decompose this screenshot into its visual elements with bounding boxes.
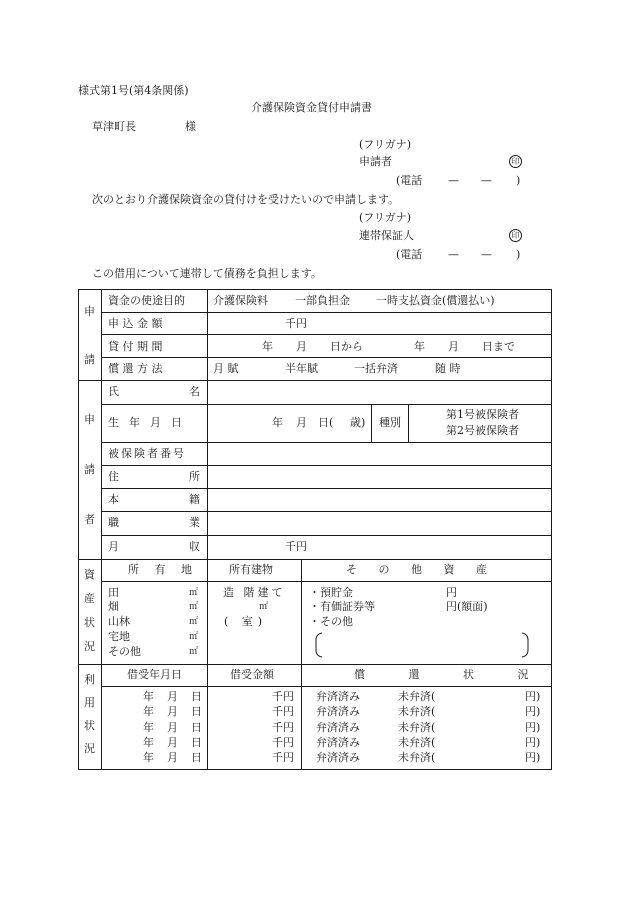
usage-row-amount-unit: 千円 [272,690,294,703]
usage-status-header: 償 還 状 況 [354,668,549,681]
usage-row-day: 日 [191,736,202,749]
usage-row-paid[interactable]: 弁済済み [316,751,360,764]
type-option-secondary[interactable]: 第2号被保険者 [446,424,519,437]
period-from-day: 日から [330,340,363,353]
address-label: 住所 [108,470,270,483]
section-assets-char-3: 状 [84,616,95,629]
usage-date-header: 借受年月日 [127,668,182,681]
period-label: 貸 付 期 間 [108,340,163,353]
usage-row-month: 月 [167,736,178,749]
section-assets-char-4: 況 [84,640,95,653]
other-asset-savings: ・預貯金 [309,586,353,599]
applicant-label: 申請者 [359,155,392,168]
usage-row-unit: 円) [525,736,541,749]
usage-row-unit: 円) [525,705,541,718]
birth-year: 年 [272,416,283,429]
other-asset-securities: ・有価証券等 [309,600,375,613]
request-sentence: 次のとおり介護保険資金の貸付けを受けたいので申請します。 [92,193,400,206]
building-header: 所有建物 [229,563,273,576]
birth-age: 歳) [350,416,366,429]
land-item-residential-unit: ㎡ [189,632,199,642]
guarantor-furigana: (フリガナ) [359,211,412,224]
usage-row-unpaid[interactable]: 未弁済( [398,751,436,764]
domicile-input[interactable] [210,491,548,509]
usage-row-unpaid[interactable]: 未弁済( [398,705,436,718]
land-item-forest-unit: ㎡ [189,617,199,627]
section-usage-char-4: 況 [84,742,95,755]
section-usage-char-1: 利 [84,673,95,686]
usage-row-year: 年 [143,736,154,749]
birth-month: 月 [296,416,307,429]
guarantor-phone-close: ) [516,248,521,261]
usage-row-amount-unit: 千円 [272,751,294,764]
usage-row-day: 日 [191,690,202,703]
usage-row-year: 年 [143,721,154,734]
section-usage-char-2: 用 [84,696,95,709]
amount-unit: 千円 [285,317,307,330]
usage-row-year: 年 [143,705,154,718]
period-from-month: 月 [296,340,307,353]
repay-option-lump-sum[interactable]: 一括弁済 [354,362,398,375]
section-assets-char-2: 産 [84,592,95,605]
amount-input[interactable] [210,314,280,332]
land-item-other-unit: ㎡ [189,647,199,657]
period-from-year: 年 [262,340,273,353]
usage-row-year: 年 [143,690,154,703]
usage-row-month: 月 [167,705,178,718]
building-rooms: ( 室) [224,615,268,628]
land-item-rice-field: 田 [108,586,119,599]
form-title: 介護保険資金貸付申請書 [251,101,372,114]
building-area-unit: ㎡ [259,602,269,612]
other-asset-other: ・その他 [309,615,353,628]
other-assets-header: そ の 他 資 産 [346,563,496,576]
other-asset-savings-unit: 円 [446,586,457,599]
other-asset-securities-unit: 円(額面) [446,600,488,613]
usage-row-year: 年 [143,751,154,764]
repay-label: 償 還 方 法 [108,362,163,375]
purpose-label: 資金の使途目的 [108,294,185,307]
purpose-option-temporary[interactable]: 一時支払資金(償還払い) [376,294,495,307]
section-usage-char-3: 状 [84,719,95,732]
type-label: 種別 [379,416,401,429]
usage-row-amount-unit: 千円 [272,705,294,718]
section-applicant-char-1: 申 [84,413,95,426]
land-item-rice-field-unit: ㎡ [189,588,199,598]
land-item-forest: 山林 [108,615,130,628]
usage-row-month: 月 [167,751,178,764]
usage-row-unpaid[interactable]: 未弁済( [398,690,436,703]
usage-row-month: 月 [167,690,178,703]
usage-row-day: 日 [191,721,202,734]
guarantor-phone-dash-1: — [448,248,459,261]
usage-row-unit: 円) [525,690,541,703]
repay-option-monthly[interactable]: 月 賦 [213,362,239,375]
type-option-primary[interactable]: 第1号被保険者 [446,408,519,421]
income-label: 月収 [108,540,270,553]
usage-row-unit: 円) [525,721,541,734]
other-assets-right-bracket [522,633,528,657]
guarantor-label: 連帯保証人 [359,229,414,242]
usage-row-amount-unit: 千円 [272,736,294,749]
insured-number-input[interactable] [210,445,548,463]
period-to-month: 月 [448,340,459,353]
period-to-day: 日まで [482,340,515,353]
addressee: 草津町長 [92,120,136,133]
usage-row-day: 日 [191,705,202,718]
usage-row-paid[interactable]: 弁済済み [316,690,360,703]
usage-row-unpaid[interactable]: 未弁済( [398,736,436,749]
section-assets-char-1: 資 [84,568,95,581]
name-input[interactable] [210,383,548,402]
guarantor-phone-dash-2: — [481,248,492,261]
section-application-char-1: 申 [84,305,95,318]
insured-number-label: 被保険者番号 [108,447,186,460]
purpose-option-premium[interactable]: 介護保険料 [213,294,268,307]
section-applicant-char-2: 請 [84,463,95,476]
other-assets-left-bracket [316,633,322,657]
land-item-upland-field: 畑 [108,600,119,613]
usage-amount-header: 借受金額 [230,668,274,681]
name-label-text: 氏名 [108,385,270,398]
period-to-year: 年 [414,340,425,353]
birth-label: 生年月日 [108,416,192,429]
usage-row-month: 月 [167,721,178,734]
guarantor-phone-label: (電話 [396,248,423,261]
land-item-other: その他 [108,645,141,658]
building-structure: 造 階建て [223,586,286,599]
usage-row-day: 日 [191,751,202,764]
usage-row-unpaid[interactable]: 未弁済( [398,721,436,734]
repay-option-anytime[interactable]: 随 時 [435,362,461,375]
repay-option-semiannual[interactable]: 半年賦 [285,362,318,375]
amount-label: 申 込 金 額 [108,317,163,330]
land-item-upland-field-unit: ㎡ [189,602,199,612]
guarantee-sentence: この借用について連帯して債務を負担します。 [92,267,322,280]
section-application-char-2: 請 [84,353,95,366]
usage-row-unit: 円) [525,751,541,764]
usage-row-paid[interactable]: 弁済済み [316,736,360,749]
land-item-residential: 宅地 [108,630,130,643]
applicant-phone-label: (電話 [396,174,423,187]
address-input[interactable] [210,468,548,486]
usage-row-paid[interactable]: 弁済済み [316,705,360,718]
income-unit: 千円 [285,540,307,553]
usage-row-amount-unit: 千円 [272,721,294,734]
honorific: 様 [185,120,196,133]
form-number: 様式第1号(第4条関係) [78,84,189,97]
occupation-input[interactable] [210,514,548,533]
birth-day: 日( [318,416,334,429]
purpose-option-copay[interactable]: 一部負担金 [295,294,350,307]
occupation-label: 職業 [108,516,270,529]
domicile-label: 本籍 [108,493,270,506]
section-applicant-char-3: 者 [84,513,95,526]
applicant-phone-dash-2: — [481,174,492,187]
applicant-phone-close: ) [516,174,521,187]
land-header: 所 有 地 [128,563,198,576]
applicant-phone-dash-1: — [448,174,459,187]
usage-row-paid[interactable]: 弁済済み [316,721,360,734]
applicant-furigana: (フリガナ) [359,138,412,151]
applicant-seal-mark: 印 [509,155,522,168]
guarantor-seal-mark: 印 [509,229,522,242]
name-label [108,385,270,398]
